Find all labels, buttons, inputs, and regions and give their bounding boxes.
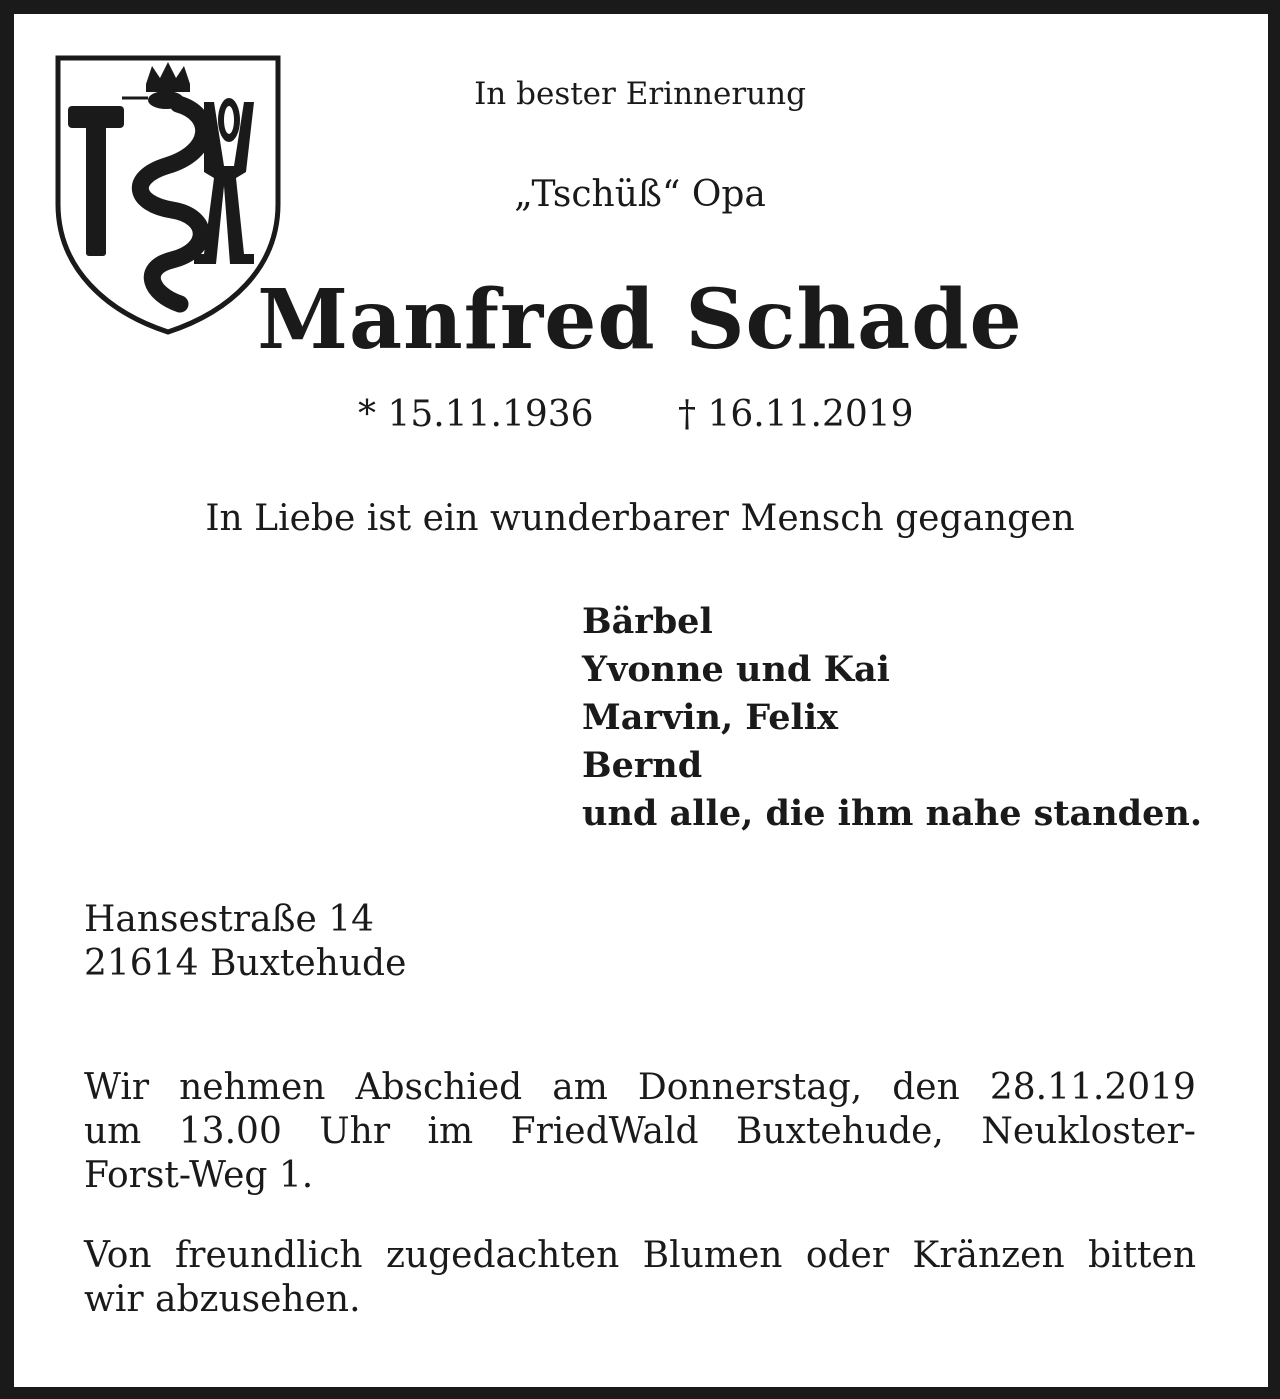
address-street: Hansestraße 14 xyxy=(84,899,375,940)
word: am xyxy=(552,1067,608,1108)
word: Uhr xyxy=(319,1111,391,1152)
word: 28.11.2019 xyxy=(989,1067,1196,1108)
word: Kränzen xyxy=(912,1235,1065,1276)
deceased-name: Manfred Schade xyxy=(257,272,1023,368)
death-date: † 16.11.2019 xyxy=(678,394,914,435)
word: oder xyxy=(805,1235,890,1276)
flowers-paragraph xyxy=(84,1234,1196,1322)
address-city: 21614 Buxtehude xyxy=(84,943,407,984)
word: nehmen xyxy=(179,1067,326,1108)
mourner-name: Marvin, Felix xyxy=(582,697,838,738)
word: 13.00 xyxy=(178,1111,282,1152)
word: Donnerstag, xyxy=(637,1067,863,1108)
word: bitten xyxy=(1088,1235,1196,1276)
farewell-text: „Tschüß“ Opa xyxy=(514,174,766,215)
word: Neukloster- xyxy=(981,1111,1196,1152)
ceremony-line-2 xyxy=(84,1110,1196,1154)
address-block xyxy=(84,898,406,986)
word: um xyxy=(84,1111,142,1152)
mourner-name: Yvonne und Kai xyxy=(582,649,890,690)
word: freundlich xyxy=(174,1235,363,1276)
flowers-line-2: wir abzusehen. xyxy=(84,1279,361,1320)
word: Abschied xyxy=(355,1067,523,1108)
ceremony-paragraph xyxy=(84,1066,1196,1198)
word: im xyxy=(427,1111,474,1152)
remembrance-text: In bester Erinnerung xyxy=(474,76,806,112)
mourner-name: Bärbel xyxy=(582,601,713,642)
ceremony-line-1 xyxy=(84,1066,1196,1110)
mourner-name: Bernd xyxy=(582,745,703,786)
mourners-list xyxy=(582,598,1202,838)
word: den xyxy=(892,1067,960,1108)
word: FriedWald xyxy=(510,1111,699,1152)
word: Buxtehude, xyxy=(736,1111,944,1152)
mourners-closing: und alle, die ihm nahe standen. xyxy=(582,793,1203,834)
ceremony-line-3: Forst-Weg 1. xyxy=(84,1155,314,1196)
birth-date: * 15.11.1936 xyxy=(358,394,594,435)
motto-text: In Liebe ist ein wunderbarer Mensch gegangen xyxy=(205,498,1075,539)
word: Von xyxy=(84,1235,152,1276)
word: zugedachten xyxy=(385,1235,620,1276)
flowers-line-1 xyxy=(84,1234,1196,1278)
word: Wir xyxy=(84,1067,150,1108)
word: Blumen xyxy=(642,1235,783,1276)
